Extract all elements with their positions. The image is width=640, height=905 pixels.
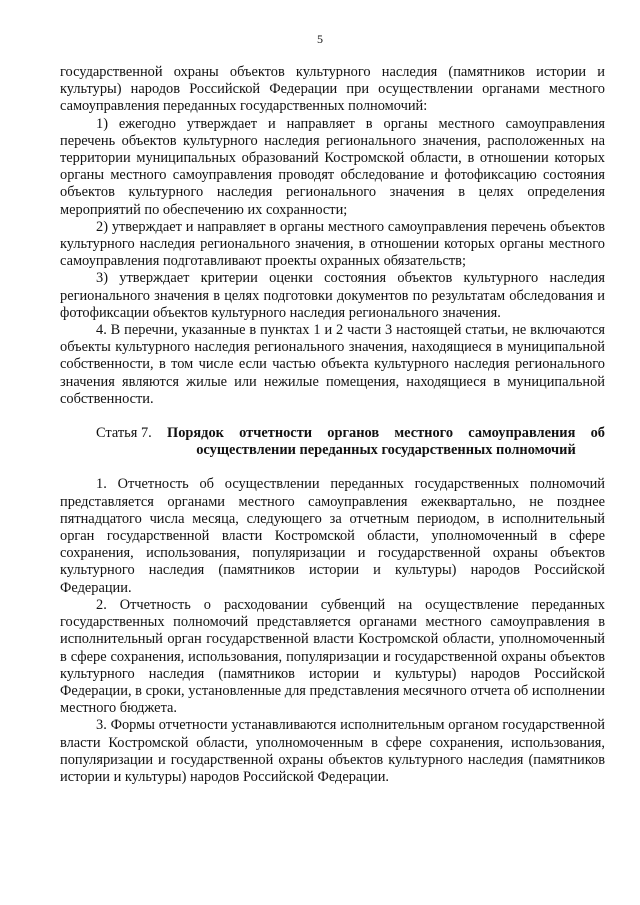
paragraph-part-2: 2. Отчетность о расходовании субвенций на осуществление переданных государственных полномочий представляется органами местного самоуправления в исполнительный орган государственной власти Костромской области, уполномоченный в сфере сохранения, использования, популяризации и государственной охраны объектов культурного наследия (памятников истории и культуры) народов Российской Федерации, в сроки, установленные для представления месячного отчета об исполнении местного бюджета. xyxy=(60,596,605,717)
paragraph-item-1: 1) ежегодно утверждает и направляет в органы местного самоуправления перечень объектов культурного наследия регионального значения, расположенных на территории муниципальных образований Костромской области, в отношении которых органы местного самоуправления проводят обследование и фотофиксацию состояния объектов культурного наследия регионального значения в целях определения мероприятий по обеспечению их сохранности; xyxy=(60,115,605,218)
article-number: Статья 7. xyxy=(96,425,152,442)
article-heading xyxy=(60,425,605,459)
article-title: Порядок отчетности органов местного самоуправления об осуществлении переданных государственных полномочий xyxy=(167,425,605,459)
paragraph-part-4: 4. В перечни, указанные в пунктах 1 и 2 части 3 настоящей статьи, не включаются объекты культурного наследия регионального значения, находящиеся в муниципальной собственности, в том числе если частью объекта культурного наследия регионального значения являются жилые или нежилые помещения, находящиеся в муниципальной собственности. xyxy=(60,322,605,407)
paragraph-item-3: 3) утверждает критерии оценки состояния объектов культурного наследия регионального значения в целях подготовки документов по результатам обследования и фотофиксации объектов культурного наследия регионального значения. xyxy=(60,270,605,321)
paragraph-part-3: 3. Формы отчетности устанавливаются исполнительным органом государственной власти Костромской области, уполномоченным в сфере сохранения, использования, популяризации и государственной охраны объектов культурного наследия (памятников истории и культуры) народов Российской Федерации. xyxy=(60,717,605,785)
paragraph-part-1: 1. Отчетность об осуществлении переданных государственных полномочий представляется органами местного самоуправления ежеквартально, не позднее пятнадцатого числа месяца, следующего за отчетным периодом, в исполнительный орган государственной власти Костромской области, уполномоченный в сфере сохранения, использования, популяризации и государственной охраны объектов культурного наследия (памятников истории и культуры) народов Российской Федерации. xyxy=(60,476,605,596)
paragraph-item-2: 2) утверждает и направляет в органы местного самоуправления перечень объектов культурного наследия регионального значения, в отношении которых органы местного самоуправления подготавливают проекты охранных обязательств; xyxy=(60,218,605,270)
page-number: 5 xyxy=(317,32,323,46)
document-body xyxy=(60,64,605,786)
paragraph-continuation: государственной охраны объектов культурного наследия (памятников истории и культуры) народов Российской Федерации при осуществлении органами местного самоуправления переданных государственных полномочий: xyxy=(60,64,605,115)
